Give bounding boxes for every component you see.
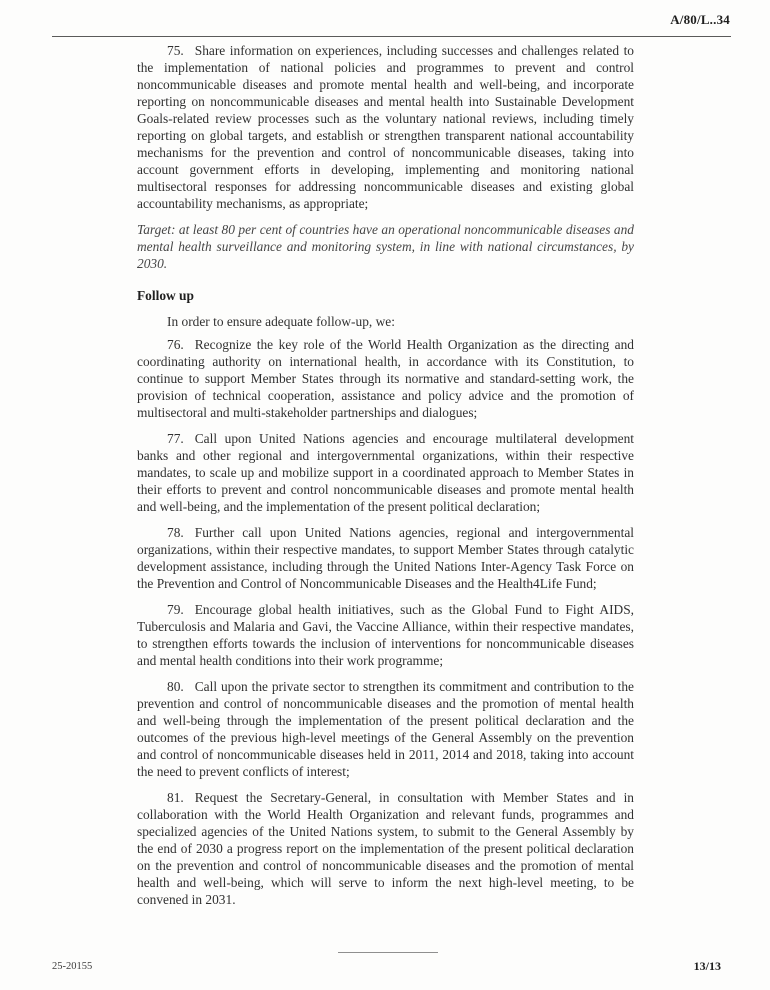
paragraph-75 [137,42,634,212]
footer-document-id: 25-20155 [52,961,93,972]
header-divider [52,36,731,37]
section-heading-follow-up: Follow up [137,288,194,303]
paragraph-80 [137,678,634,780]
paragraph-text: Share information on experiences, including successes and challenges related to the implementation of national policies and programmes to prevent and control noncommunicable diseases and promote mental health and well-being, and incorporate reporting on noncommunicable diseases and mental health into Sustainable Development Goals-related review processes such as the voluntary national reviews, including timely reporting on global targets, and establish or strengthen transparent national accountability mechanisms for the prevention and control of noncommunicable diseases, taking into account government efforts in developing, implementing and monitoring national multisectoral responses for addressing noncommunicable diseases and existing global accountability mechanisms, as appropriate; [137,43,634,211]
document-body [137,42,634,917]
paragraph-79 [137,601,634,669]
paragraph-78 [137,524,634,592]
paragraph-81 [137,789,634,908]
paragraph-77 [137,430,634,515]
paragraph-number: 77. [167,431,184,446]
footer-divider [338,952,438,953]
paragraph-text: Call upon United Nations agencies and encourage multilateral development banks and other regional and intergovernmental organizations, within their respective mandates, to scale up and mobilize support in a coordinated approach to Member States in their efforts to prevent and control noncommunicable diseases and promote mental health and well-being, and the implementation of the present political declaration; [137,431,634,514]
paragraph-text: Call upon the private sector to strengthen its commitment and contribution to the prevention and control of noncommunicable diseases and the promotion of mental health and well-being through the implementation of the present political declaration and the outcomes of the previous high-level meetings of the General Assembly on the prevention and control of noncommunicable diseases held in 2011, 2014 and 2018, taking into account the need to prevent conflicts of interest; [137,679,634,779]
paragraph-number: 80. [167,679,184,694]
footer-page-number: 13/13 [693,959,721,973]
paragraph-text: Further call upon United Nations agencies, regional and intergovernmental organizations, within their respective mandates, to support Member States through catalytic development assistance, including through the United Nations Inter-Agency Task Force on the Prevention and Control of Noncommunicable Diseases and the Health4Life Fund; [137,525,634,591]
document-symbol: A/80/L..34 [670,12,730,27]
paragraph-text: Encourage global health initiatives, such as the Global Fund to Fight AIDS, Tuberculosis and Malaria and Gavi, the Vaccine Alliance, within their respective mandates, to strengthen efforts towards the inclusion of interventions for noncommunicable diseases and mental health conditions into their work programme; [137,602,634,668]
paragraph-number: 81. [167,790,184,805]
intro-line: In order to ensure adequate follow-up, we: [167,314,395,329]
target-note: Target: at least 80 per cent of countries have an operational noncommunicable diseases and mental health surveillance and monitoring system, in line with national circumstances, by 2030. [137,222,634,271]
paragraph-number: 79. [167,602,184,617]
paragraph-number: 75. [167,43,184,58]
paragraph-number: 78. [167,525,184,540]
paragraph-76 [137,336,634,421]
paragraph-text: Request the Secretary-General, in consultation with Member States and in collaboration with the World Health Organization and relevant funds, programmes and specialized agencies of the United Nations system, to submit to the General Assembly by the end of 2030 a progress report on the implementation of the present political declaration on the prevention and control of noncommunicable diseases and the promotion of mental health and well-being, which will serve to inform the next high-level meeting, to be convened in 2031. [137,790,634,907]
paragraph-text: Recognize the key role of the World Health Organization as the directing and coordinating authority on international health, in accordance with its Constitution, to continue to support Member States through its normative and standard-setting work, the provision of technical cooperation, assistance and policy advice and the promotion of multisectoral and multi-stakeholder partnerships and dialogues; [137,337,634,420]
paragraph-number: 76. [167,337,184,352]
